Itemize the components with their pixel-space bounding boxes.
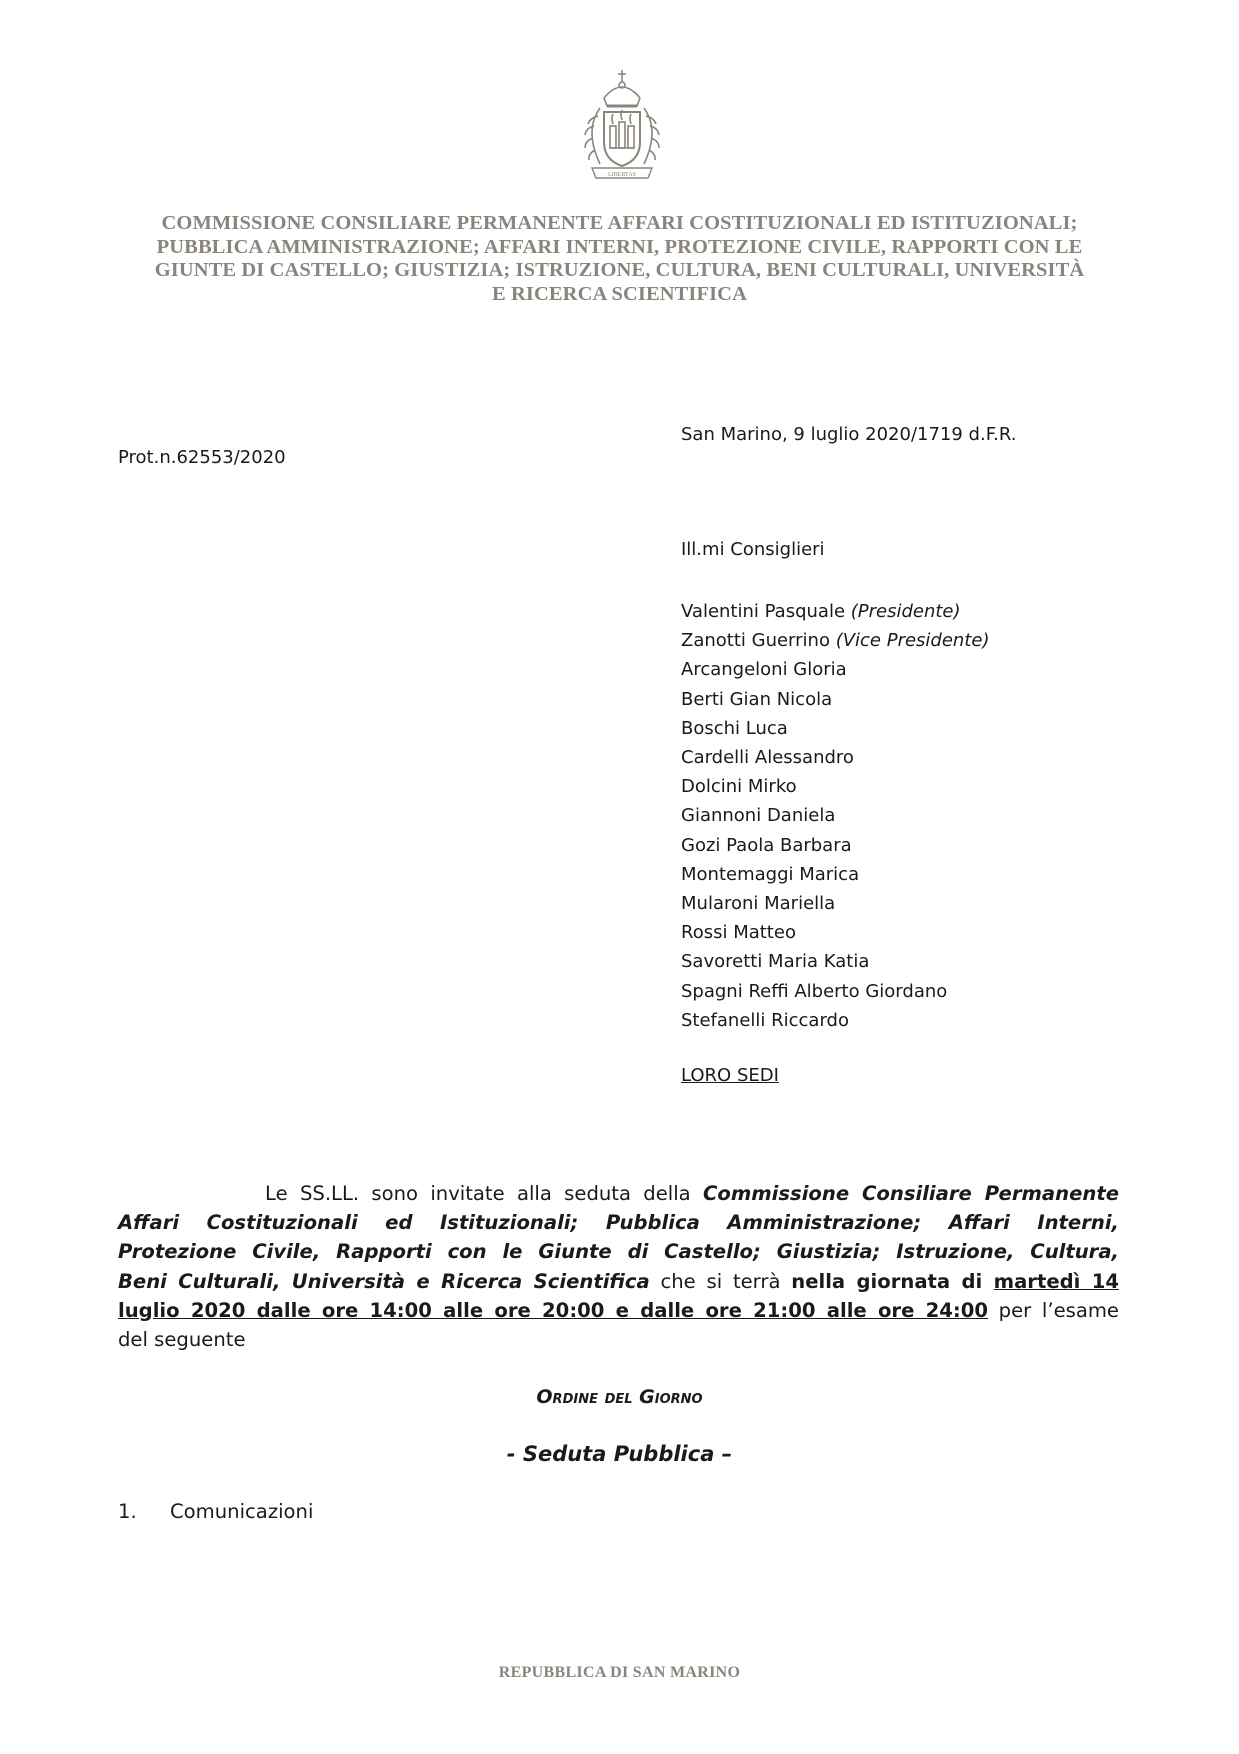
committee-heading-line: COMMISSIONE CONSILIARE PERMANENTE AFFARI COSTITUZIONALI ED ISTITUZIONALI; [161, 212, 1078, 234]
recipient-name: Stefanelli Riccardo [681, 1009, 849, 1031]
invitation-intro: Le SS.LL. sono invitate alla seduta della [265, 1182, 703, 1205]
recipient-name: Giannoni Daniela [681, 805, 836, 827]
agenda-title: Ordine del Giorno [536, 1386, 703, 1408]
recipient [681, 801, 990, 830]
recipient-name: Gozi Paola Barbara [681, 834, 852, 856]
san-marino-coat-of-arms-icon [574, 68, 670, 186]
held-text: che si terrà [649, 1269, 792, 1293]
committee-name: Beni Culturali, Università e Ricerca Scientifica [118, 1269, 650, 1293]
loro-sedi: LORO SEDI [681, 1065, 779, 1086]
committee-heading-line: E RICERCA SCIENTIFICA [492, 282, 747, 305]
agenda-list [118, 1500, 313, 1523]
exam-text: per l’esame [988, 1298, 1119, 1322]
paragraph-line [118, 1237, 1119, 1266]
agenda-item-text: Comunicazioni [170, 1500, 314, 1523]
paragraph-line [118, 1325, 1119, 1354]
recipient [681, 714, 990, 743]
recipient [681, 743, 990, 772]
paragraph-line [118, 1296, 1119, 1325]
recipient [681, 918, 990, 947]
recipient-name: Mularoni Mariella [681, 893, 836, 915]
committee-name: Affari Costituzionali ed Istituzionali; Pubblica Amministrazione; Affari Interni, [118, 1211, 1119, 1235]
recipient-role: (Presidente) [850, 601, 961, 622]
paragraph-line [118, 1267, 1119, 1296]
recipient [681, 626, 990, 655]
recipient-list [681, 597, 990, 1035]
recipient [681, 947, 990, 976]
place-date: San Marino, 9 luglio 2020/1719 d.F.R. [681, 424, 1017, 445]
recipient-name: Valentini Pasquale [681, 601, 851, 622]
recipient-name: Savoretti Maria Katia [681, 951, 870, 973]
paragraph-line [118, 1179, 1119, 1208]
agenda-item [118, 1500, 313, 1523]
paragraph-line [118, 1208, 1119, 1237]
recipient-name: Rossi Matteo [681, 922, 796, 944]
invitation-paragraph [118, 1179, 1119, 1354]
committee-heading [110, 212, 1129, 306]
protocol-number: Prot.n.62553/2020 [118, 447, 286, 468]
agenda-item-number: 1. [118, 1500, 137, 1523]
recipient-name: Arcangeloni Gloria [681, 659, 847, 681]
recipient [681, 977, 990, 1006]
recipient-name: Montemaggi Marica [681, 863, 860, 885]
recipient [681, 772, 990, 801]
meeting-date: martedì 14 [993, 1269, 1119, 1293]
recipient [681, 831, 990, 860]
session-type: - Seduta Pubblica – [506, 1442, 733, 1466]
committee-heading-line: GIUNTE DI CASTELLO; GIUSTIZIA; ISTRUZIONE, CULTURA, BENI CULTURALI, UNIVERSITÀ [154, 259, 1085, 281]
recipient-name: Boschi Luca [681, 717, 788, 739]
committee-heading-line: PUBBLICA AMMINISTRAZIONE; AFFARI INTERNI, PROTEZIONE CIVILE, RAPPORTI CON LE [156, 235, 1083, 258]
recipient-name: Zanotti Guerrino [681, 630, 836, 652]
meeting-time: luglio 2020 dalle ore 14:00 alle ore 20:00 e dalle ore 21:00 alle ore 24:00 [118, 1298, 989, 1322]
closing-text: del seguente [118, 1328, 246, 1352]
recipient-role: (Vice Presidente) [835, 630, 990, 652]
recipient [681, 655, 990, 684]
recipient [681, 889, 990, 918]
recipient-name: Cardelli Alessandro [681, 747, 854, 769]
crest-motto: LIBERTAS [608, 172, 636, 178]
recipient-name: Berti Gian Nicola [681, 688, 833, 710]
recipient-name: Spagni Reffi Alberto Giordano [681, 980, 948, 1002]
footer: REPUBBLICA DI SAN MARINO [498, 1664, 741, 1681]
recipient [681, 1006, 990, 1035]
greeting: Ill.mi Consiglieri [681, 539, 825, 560]
recipient [681, 685, 990, 714]
recipient [681, 597, 990, 626]
day-intro: nella giornata di [791, 1269, 994, 1293]
committee-name: Commissione Consiliare Permanente [703, 1182, 1119, 1205]
recipient-name: Dolcini Mirko [681, 776, 797, 798]
recipient [681, 860, 990, 889]
committee-name: Protezione Civile, Rapporti con le Giunte di Castello; Giustizia; Istruzione, Cultura, [118, 1240, 1119, 1264]
